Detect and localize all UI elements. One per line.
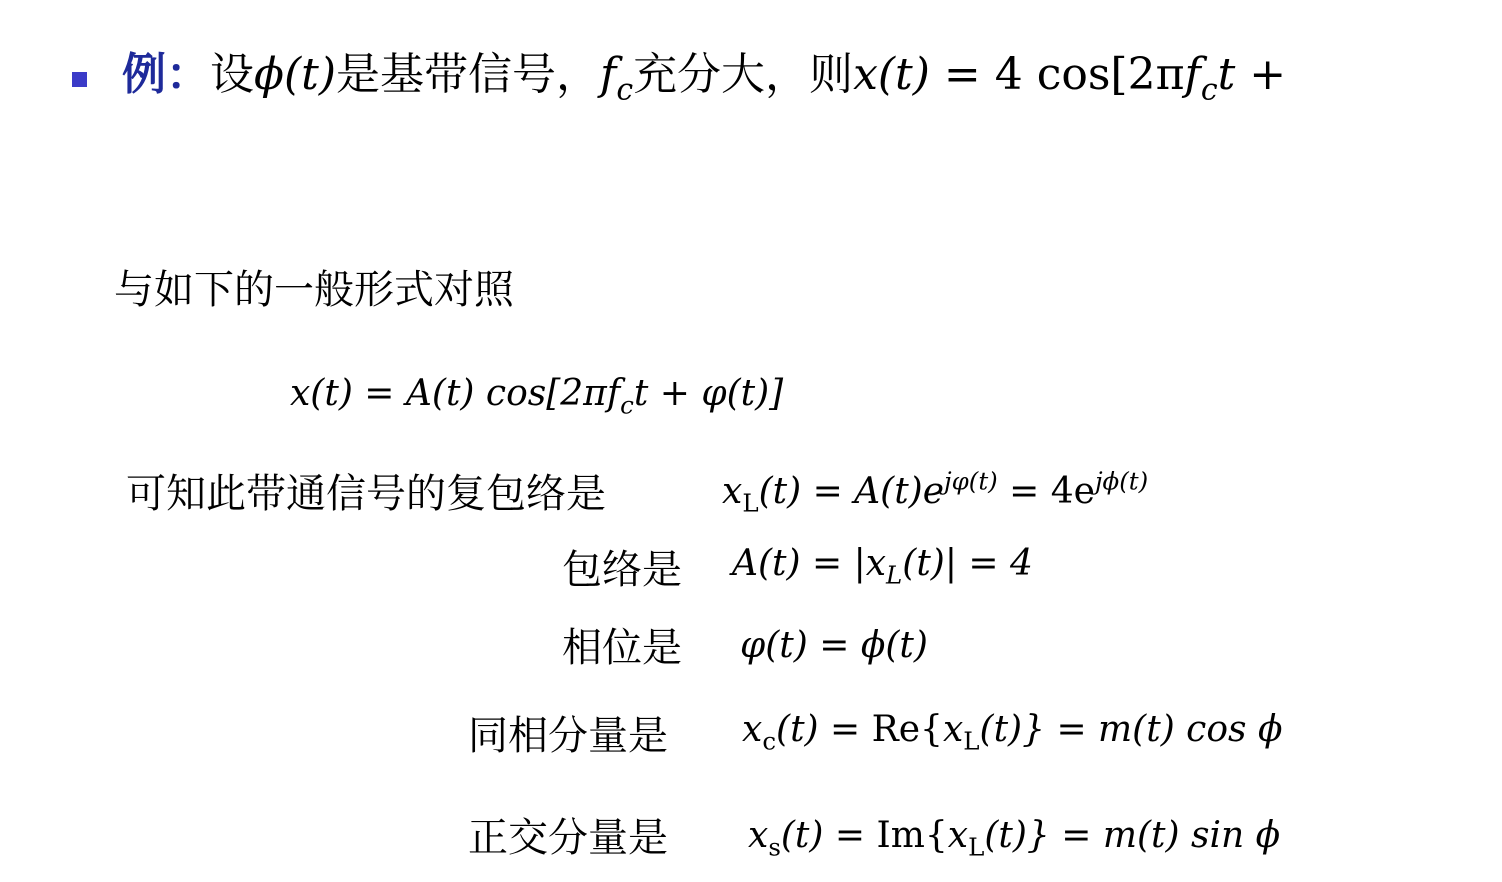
in-phase-formula: $x_c(t) = Re\{x_L(t)\} = m(t)$ cos ϕ xyxy=(742,709,1283,756)
quadrature-label: 正交分量是 xyxy=(468,815,668,861)
envelope-label: 包络是 xyxy=(562,547,682,593)
complex-envelope-label: 可知此带通信号的复包络是 xyxy=(126,471,606,517)
example-statement xyxy=(122,42,1286,108)
statement-text-b: 是基带信号， xyxy=(336,49,601,100)
compare-text: 与如下的一般形式对照 xyxy=(114,267,514,313)
phase-formula: φ(t) = ϕ(t) xyxy=(740,625,928,666)
phi-of-t: ϕ(t) xyxy=(254,49,337,100)
fc-symbol-3: $f_c$ xyxy=(606,373,634,420)
x-of-t: x(t) xyxy=(853,49,930,100)
fc-symbol: $f_c$ xyxy=(600,49,634,108)
statement-text-e: t + xyxy=(1217,49,1287,100)
phase-label: 相位是 xyxy=(562,625,682,671)
fc-symbol-2: $f_c$ xyxy=(1184,49,1218,108)
envelope-formula: $A(t) = |x_L(t)| = 4$ xyxy=(732,543,1033,590)
general-form-formula: x(t) = A(t) $\cos[2\pi f_ct + \varphi(t)]$ xyxy=(290,373,784,420)
in-phase-label: 同相分量是 xyxy=(468,713,668,759)
bullet-square xyxy=(72,72,87,87)
statement-text-a: 设 xyxy=(210,49,254,100)
complex-envelope-formula: $x_L(t) = A(t)e^{j\varphi(t)} = 4e^{j\phi(t)}$ xyxy=(722,466,1149,518)
quadrature-formula: $x_s(t) = Im\{x_L(t)\} = m(t)$ sin ϕ xyxy=(748,815,1281,862)
statement-text-c: 充分大，则 xyxy=(633,49,854,100)
example-label: 例 xyxy=(122,49,166,100)
statement-text-d: = 4 cos[2π xyxy=(929,49,1185,100)
example-colon: ： xyxy=(166,49,210,100)
